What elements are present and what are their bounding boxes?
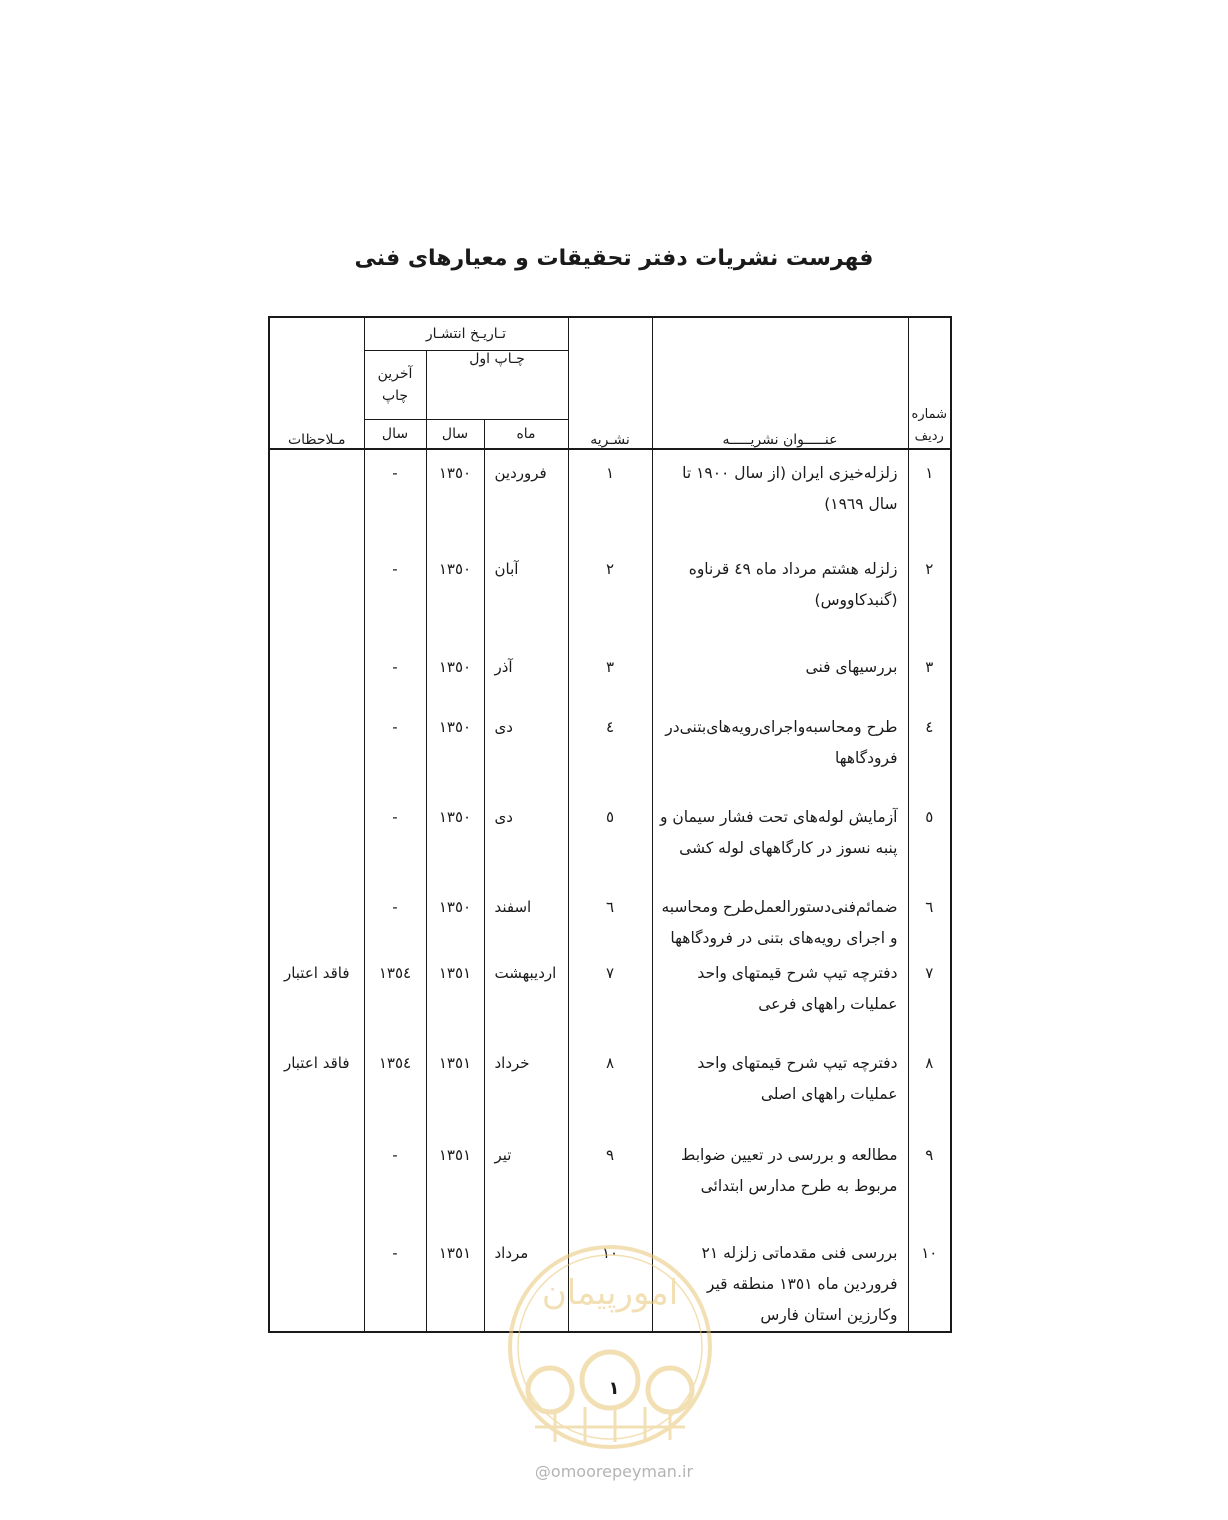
cell-last-print: ١٣٥٤ (364, 954, 426, 1044)
cell-month: آذر (484, 648, 568, 708)
cell-title: بررسیهای فنی (652, 648, 908, 708)
cell-row-number: ٣ (908, 648, 951, 708)
cell-year: ١٣٥٠ (426, 648, 484, 708)
watermark-site-text: omoorepeyman.ir (550, 1462, 694, 1481)
cell-year: ١٣٥١ (426, 954, 484, 1044)
cell-last-print: - (364, 454, 426, 550)
cell-note (269, 888, 364, 954)
cell-year: ١٣٥٠ (426, 888, 484, 954)
header-last-print (364, 351, 426, 420)
cell-last-print: - (364, 708, 426, 798)
header-publication: نشـریه (568, 317, 652, 449)
table-body (269, 454, 951, 1332)
cell-month: دی (484, 798, 568, 888)
cell-month: تیر (484, 1136, 568, 1234)
header-publication-title: عنـــــوان نشریـــــه (652, 317, 908, 449)
cell-row-number: ٦ (908, 888, 951, 954)
table-row (269, 648, 951, 708)
gear-logo-icon (505, 1242, 715, 1452)
cell-year: ١٣٥٠ (426, 708, 484, 798)
cell-title: مطالعه و بررسی در تعیین ضوابط مربوط به طرح مدارس ابتدائی (652, 1136, 908, 1234)
cell-row-number: ٢ (908, 550, 951, 648)
cell-last-print: - (364, 798, 426, 888)
cell-last-print: - (364, 648, 426, 708)
cell-title: بررسی فنی مقدماتی زلزله ٢١ فروردین ماه ١٣٥١ منطقه قیر وکارزین استان فارس (652, 1234, 908, 1332)
header-year-last: سال (364, 420, 426, 450)
cell-row-number: ١ (908, 454, 951, 550)
cell-title: زلزله هشتم مرداد ماه ٤٩ قرناوه (گنبدکاووس) (652, 550, 908, 648)
cell-publication: ٨ (568, 1044, 652, 1136)
cell-note (269, 550, 364, 648)
cell-year: ١٣٥١ (426, 1136, 484, 1234)
cell-note (269, 798, 364, 888)
cell-publication: ٧ (568, 954, 652, 1044)
table-row (269, 1044, 951, 1136)
header-row-number-line1: شماره (911, 406, 947, 422)
cell-year: ١٣٥٠ (426, 798, 484, 888)
watermark-logo (505, 1242, 715, 1452)
cell-note (269, 1136, 364, 1234)
table-row (269, 454, 951, 550)
cell-month: مرداد (484, 1234, 568, 1332)
table-row (269, 888, 951, 954)
cell-year: ١٣٥١ (426, 1234, 484, 1332)
cell-publication: ٦ (568, 888, 652, 954)
cell-year: ١٣٥٠ (426, 550, 484, 648)
cell-month: اردیبهشت (484, 954, 568, 1044)
cell-title: دفترچه تیپ شرح قیمتهای واحد عملیات راههای فرعی (652, 954, 908, 1044)
cell-note (269, 708, 364, 798)
cell-row-number: ٩ (908, 1136, 951, 1234)
cell-publication: ١٠ (568, 1234, 652, 1332)
watermark-site (0, 1462, 1228, 1481)
header-first-print: چـاپ اول (426, 351, 568, 420)
cell-last-print: - (364, 888, 426, 954)
table-header (269, 317, 951, 454)
cell-last-print: - (364, 1136, 426, 1234)
header-last-print-line1: آخرین (377, 365, 413, 382)
cell-publication: ١ (568, 454, 652, 550)
header-year-first: سال (426, 420, 484, 450)
cell-note: فاقد اعتبار (269, 1044, 364, 1136)
cell-publication: ٥ (568, 798, 652, 888)
header-publish-date: تـاریـخ انتشـار (364, 317, 568, 351)
cell-row-number: ١٠ (908, 1234, 951, 1332)
header-last-print-line2: چاپ (381, 388, 409, 404)
header-row-number-line2: ردیف (914, 428, 944, 444)
cell-month: دی (484, 708, 568, 798)
cell-last-print: - (364, 1234, 426, 1332)
page-number: ١ (608, 1378, 620, 1399)
cell-row-number: ٨ (908, 1044, 951, 1136)
table-row (269, 954, 951, 1044)
cell-title: طرح ومحاسبه‌واجرای‌رویه‌های‌بتنی‌در فرودگاهها (652, 708, 908, 798)
cell-title: ضمائم‌فنی‌دستورالعمل‌طرح ومحاسبه و اجرای رویه‌های بتنی در فرودگاهها (652, 888, 908, 954)
cell-row-number: ٤ (908, 708, 951, 798)
table-row (269, 708, 951, 798)
cell-year: ١٣٥٠ (426, 454, 484, 550)
cell-title: آزمایش لوله‌های تحت فشار سیمان و پنبه نسوز در کارگاههای لوله کشی (652, 798, 908, 888)
cell-publication: ٤ (568, 708, 652, 798)
table-row (269, 1136, 951, 1234)
at-sign-icon: @ (534, 1462, 551, 1481)
cell-row-number: ٧ (908, 954, 951, 1044)
cell-last-print: - (364, 550, 426, 648)
cell-row-number: ٥ (908, 798, 951, 888)
cell-note (269, 454, 364, 550)
table-row (269, 798, 951, 888)
cell-month: آبان (484, 550, 568, 648)
watermark-logo-text: امورپیمان (541, 1273, 679, 1313)
cell-month: خرداد (484, 1044, 568, 1136)
table-row (269, 550, 951, 648)
cell-note (269, 1234, 364, 1332)
cell-year: ١٣٥١ (426, 1044, 484, 1136)
cell-month: فروردین (484, 454, 568, 550)
header-month: ماه (484, 420, 568, 450)
cell-publication: ٩ (568, 1136, 652, 1234)
cell-last-print: ١٣٥٤ (364, 1044, 426, 1136)
cell-note: فاقد اعتبار (269, 954, 364, 1044)
cell-publication: ٢ (568, 550, 652, 648)
page-title: فهرست نشریات دفتر تحقیقات و معیارهای فنی (354, 246, 874, 271)
header-row-number (908, 317, 951, 449)
cell-publication: ٣ (568, 648, 652, 708)
header-notes: مـلاحظات (269, 317, 364, 449)
cell-title: زلزله‌خیزی ایران (از سال ١٩٠٠ تا سال ١٩٦٩) (652, 454, 908, 550)
cell-note (269, 648, 364, 708)
cell-title: دفترچه تیپ شرح قیمتهای واحد عملیات راههای اصلی (652, 1044, 908, 1136)
publications-table (268, 316, 952, 1333)
cell-month: اسفند (484, 888, 568, 954)
